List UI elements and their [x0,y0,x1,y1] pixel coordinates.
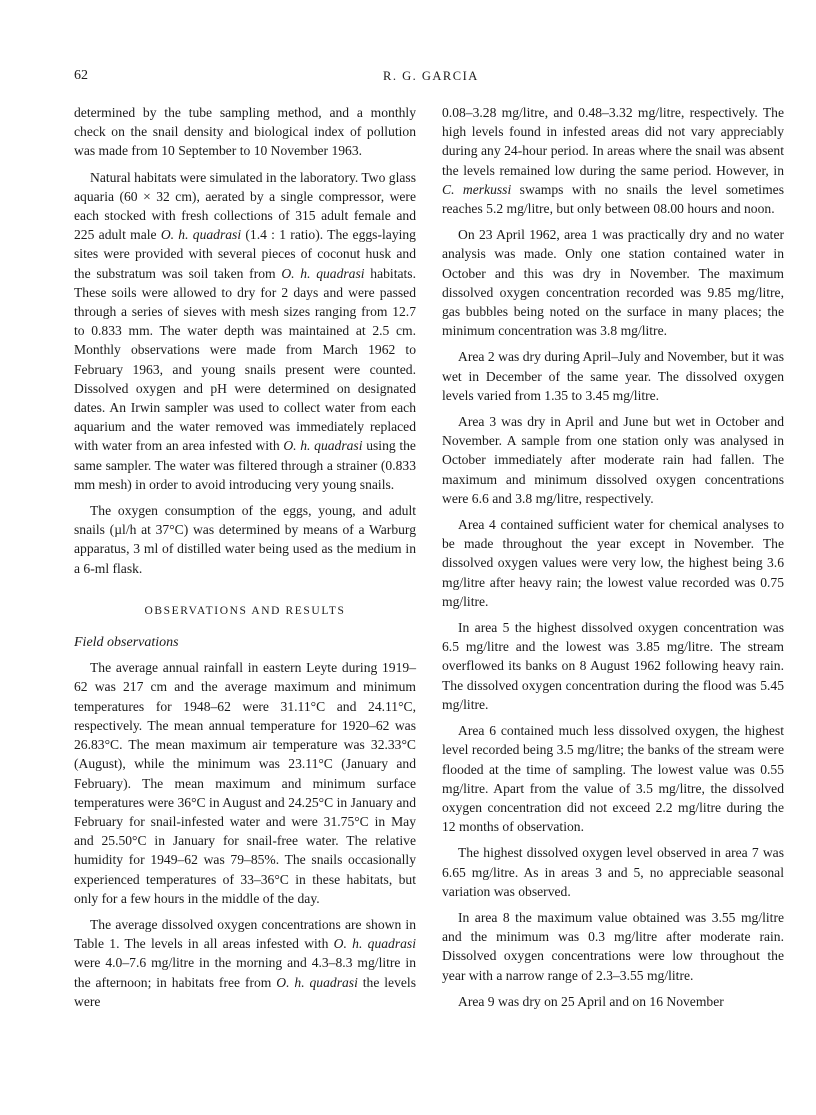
paragraph-area-5: In area 5 the highest dissolved oxygen concentration was 6.5 mg/litre and the lowest was 3.85 mg/litre. The stream overflowed its banks on 8 August 1962 following heavy rain. The dissolved oxygen concentration during the flood was 5.45 mg/litre. [442,620,784,712]
paragraph-area-7: The highest dissolved oxygen level observed in area 7 was 6.65 mg/litre. As in areas 3 and 5, no appreciable seasonal variation was observed. [442,845,784,899]
paragraph-area-2: Area 2 was dry during April–July and November, but it was wet in December of the same year. The dissolved oxygen levels varied from 1.35 to 3.45 mg/litre. [442,349,784,403]
section-heading: OBSERVATIONS AND RESULTS [144,604,346,617]
paragraph-rainfall: The average annual rainfall in eastern Leyte during 1919–62 was 217 cm and the average maximum and minimum temperatures for 1948–62 were 31.11°C and 24.11°C, respectively. The mean annual temperature for 1920–62 was 26.83°C. The mean maximum air temperature was 32.33°C (August), while the minimum was 23.11°C (January and February). The mean maximum and minimum surface temperatures were 36°C in August and 24.25°C in January and February for snail-infested water and were 31.75°C in May and 25.50°C in January for snail-free water. The relative humidity for 1949–62 was 79–85%. The snails occasionally experienced temperatures of 33–36°C in these habitats, but only for a few hours in the middle of the day. [74,660,416,906]
paragraph-area-4: Area 4 contained sufficient water for chemical analyses to be made throughout the year except in November. The dissolved oxygen values were very low, the highest being 3.6 mg/litre after heavy rain; the lowest value recorded was 0.75 mg/litre. [442,517,784,609]
paragraph-oxygen-consumption: The oxygen consumption of the eggs, young, and adult snails (µl/h at 37°C) was determined by means of a Warburg apparatus, 3 ml of distilled water being used as the medium in a 6-ml flask. [74,503,416,576]
paragraph-levels-continued: 0.08–3.28 mg/litre, and 0.48–3.32 mg/litre, respectively. The high levels found in infested areas did not vary appreciably during any 24-hour period. In areas where the snail was absent the levels remained low during the same period. However, in C. merkussi swamps with no snails the level sometimes reaches 5.2 mg/litre, but only between 08.00 hours and noon. [442,105,784,217]
paragraph-area-1: On 23 April 1962, area 1 was practically dry and no water analysis was made. Only one station contained water in October and this was dry in November. The maximum dissolved oxygen concentration recorded was 9.85 mg/litre, gas bubbles being noted on the surface in many places; the minimum concentration was 3.8 mg/litre. [442,227,784,339]
paragraph-habitat-simulation: Natural habitats were simulated in the laboratory. Two glass aquaria (60 × 32 cm), aerated by a single compressor, were each stocked with fresh collections of 315 adult female and 225 adult male O. h. quadrasi (1.4 : 1 ratio). The eggs-laying sites were provided with several pieces of coconut husk and the substratum was soil taken from O. h. quadrasi habitats. These soils were allowed to dry for 2 days and were passed through a series of sieves with mesh sizes ranging from 12.7 to 0.833 mm. The water depth was maintained at 2.5 cm. Monthly observations were made from March 1962 to February 1963, and young snails present were counted. Dissolved oxygen and pH were determined on designated dates. An Irwin sampler was used to collect water from each aquarium and the water removed was immediately replaced with water from an area infested with O. h. quadrasi using the same sampler. The water was filtered through a strainer (0.833 mm mesh) in order to avoid introducing very young snails. [74,169,416,492]
paragraph-methods-continued: determined by the tube sampling method, and a monthly check on the snail density and biological index of pollution was made from 10 September to 10 November 1963. [74,105,416,159]
paragraph-area-9: Area 9 was dry on 25 April and on 16 November [458,993,724,1009]
paragraph-dissolved-oxygen: The average dissolved oxygen concentrations are shown in Table 1. The levels in all areas infested with O. h. quadrasi were 4.0–7.6 mg/litre in the morning and 4.3–8.3 mg/litre in the afternoon; in habitats free from O. h. quadrasi the levels were [74,916,416,1009]
page-number: 62 [74,68,88,83]
paragraph-area-6: Area 6 contained much less dissolved oxygen, the highest level recorded being 3.5 mg/litre; the banks of the stream were flooded at the time of sampling. The lowest value was 0.55 mg/litre. Apart from the value of 3.5 mg/litre, the dissolved oxygen concentration did not exceed 2.2 mg/litre during the 12 months of observation. [442,723,784,835]
paragraph-area-3: Area 3 was dry in April and June but wet in October and November. A sample from one station only was analysed in October immediately after moderate rain had fallen. The maximum and minimum dissolved oxygen concentrations were 6.6 and 3.8 mg/litre, respectively. [442,414,784,506]
left-column [74,103,416,1018]
paragraph-area-8: In area 8 the maximum value obtained was 3.55 mg/litre and the minimum was 0.3 mg/litre after moderate rain. Dissolved oxygen concentrations were low throughout the year with a narrow range of 2.3–3.55 mg/litre. [442,909,784,983]
right-column [442,103,784,1018]
running-head: R. G. GARCIA [383,69,479,83]
subheading: Field observations [74,635,179,651]
